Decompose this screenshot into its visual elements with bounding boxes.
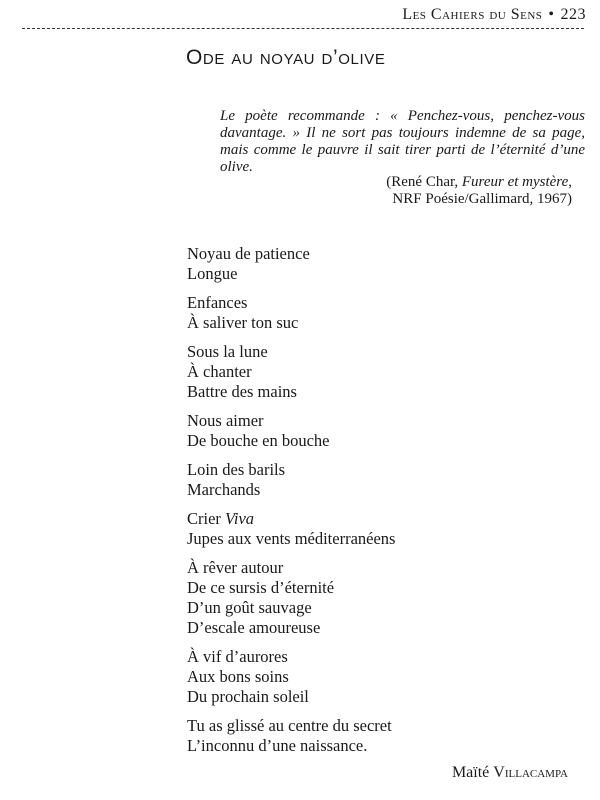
poem-line: Nous aimer	[187, 411, 264, 430]
stanza	[187, 293, 395, 333]
poem-line: Enfances	[187, 293, 248, 312]
poem-line: Sous la lune	[187, 342, 268, 361]
stanza	[187, 647, 395, 707]
poem-line: Noyau de patience	[187, 244, 310, 263]
header-separator: •	[548, 6, 555, 23]
stanza	[187, 244, 395, 284]
poem-line: À chanter	[187, 362, 252, 381]
poem-line: Jupes aux vents méditerranéens	[187, 529, 396, 548]
poem-line: Tu as glissé au centre du secret	[187, 716, 392, 735]
poem-line: Battre des mains	[187, 382, 297, 401]
stanza	[187, 716, 395, 756]
stanza	[187, 460, 395, 500]
author-first-name: Maïté	[451, 764, 494, 781]
poem-line: Du prochain soleil	[187, 687, 309, 706]
stanza	[187, 509, 395, 549]
poem-line: Aux bons soins	[187, 667, 289, 686]
stanza	[187, 558, 395, 638]
poem-line: L’inconnu d’une naissance.	[187, 736, 368, 755]
stanza	[187, 411, 395, 451]
author-last-name: Villacampa	[493, 764, 568, 781]
poem-line: À saliver ton suc	[187, 313, 299, 332]
epigraph-source	[386, 174, 572, 208]
poem-body	[187, 244, 395, 765]
poem-line: Marchands	[187, 480, 261, 499]
stanza	[187, 342, 395, 402]
poem-line: D’escale amoureuse	[187, 618, 321, 637]
poem-line: D’un goût sauvage	[187, 598, 312, 617]
epigraph-source-close: ,	[568, 174, 572, 190]
poem-line-text: Crier	[187, 509, 226, 528]
running-title: Les Cahiers du Sens	[402, 6, 543, 23]
italic-word: Viva	[225, 509, 255, 528]
epigraph-text: Le poète recommande : « Penchez-vous, penchez-vous davantage. » Il ne sort pas toujours indemne de sa page, mais comme le pauvre il sait tirer parti de l’éternité d’une olive.	[220, 108, 585, 175]
poem-line: Longue	[187, 264, 238, 283]
poem-line: À vif d’aurores	[187, 647, 288, 666]
poem-line: À rêver autour	[187, 558, 284, 577]
epigraph-source-line2: NRF Poésie/Gallimard, 1967)	[392, 191, 572, 207]
poem-line: De bouche en bouche	[187, 431, 330, 450]
epigraph-source-line1	[386, 174, 572, 191]
header-rule	[22, 28, 584, 29]
poem-title: Ode au noyau d’olive	[186, 46, 386, 69]
epigraph-source-open: (René Char,	[386, 174, 462, 190]
poem-line	[187, 509, 395, 529]
poem-line: De ce sursis d’éternité	[187, 578, 335, 597]
running-head	[402, 6, 586, 24]
epigraph-source-title: Fureur et mystère	[461, 174, 569, 190]
page-number: 223	[560, 6, 586, 23]
poem-line: Loin des barils	[187, 460, 286, 479]
author-signature	[452, 764, 568, 782]
